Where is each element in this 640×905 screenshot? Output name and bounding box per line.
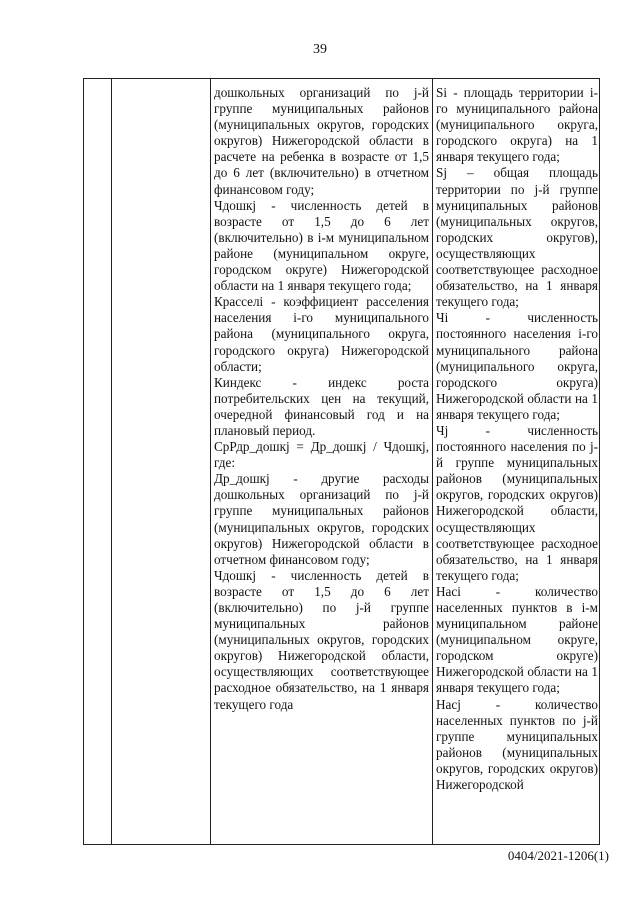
paragraph: Насi - количество населенных пунктов в i-м муниципальном районе (муниципальном округе, городском округе) Нижегородской области на 1 января текущего года; — [436, 583, 598, 696]
paragraph: Чi - численность постоянного населения i-го муниципального района (муниципального округа, городского округа) Нижегородской области на 1 января текущего года; — [436, 310, 598, 422]
column-divider — [111, 79, 112, 844]
paragraph: Красселi - коэффициент расселения населения i-го муниципального района (муниципального округа, городского округа) Нижегородской области; — [214, 294, 429, 374]
paragraph: Чдошкj - численность детей в возрасте от 1,5 до 6 лет (включительно) в i-м муниципальном районе (муниципальном округе, городском округе) Нижегородской области на 1 января текущего года; — [214, 197, 429, 294]
paragraph: Чj - численность постоянного населения по j-й группе муниципальных районов (муниципальных округов, городских округов) Нижегородской области, осуществляющих соответствующее расходное обязательство, на 1 января текущего года; — [436, 422, 598, 583]
paragraph: Si - площадь территории i-го муниципального района (муниципального округа, городского округа) на 1 января текущего года; — [436, 85, 598, 165]
paragraph: Насj - количество населенных пунктов по j-й группе муниципальных районов (муниципальных округов, городских округов) Нижегородской — [436, 696, 598, 793]
paragraph: СрРдр_дошкj = Др_дошкj / Чдошкj, где: — [214, 439, 429, 471]
middle-column — [214, 85, 429, 713]
column-divider — [210, 79, 211, 844]
paragraph: дошкольных организаций по j-й группе муниципальных районов (муниципальных округов, городских округов) Нижегородской области в расчете на ребенка в возрасте от 1,5 до 6 лет (включительно) в отчетном финансовом году; — [214, 85, 429, 197]
paragraph: Др_дошкj - другие расходы дошкольных организаций по j-й группе муниципальных районов (муниципальных округов, городских округов) Нижегородской области в отчетном финансовом году; — [214, 471, 429, 567]
paragraph: Киндекс - индекс роста потребительских цен на текущий, очередной финансовый год и на плановый период. — [214, 374, 429, 438]
right-column — [436, 85, 598, 793]
document-code: 0404/2021-1206(1) — [507, 848, 609, 863]
column-divider — [432, 79, 433, 844]
paragraph: Чдошкj - численность детей в возрасте от 1,5 до 6 лет (включительно) по j-й группе муниципальных районов (муниципальных округов, городских округов) Нижегородской области, осуществляющих соответствующее расходное обязательство, на 1 января текущего года — [214, 567, 429, 712]
table — [83, 78, 600, 845]
paragraph: Sj – общая площадь территории по j-й группе муниципальных районов (муниципальных округов, городских округов), осуществляющих соответствующее расходное обязательство, на 1 января текущего года; — [436, 165, 598, 310]
page-number: 39 — [313, 42, 327, 57]
